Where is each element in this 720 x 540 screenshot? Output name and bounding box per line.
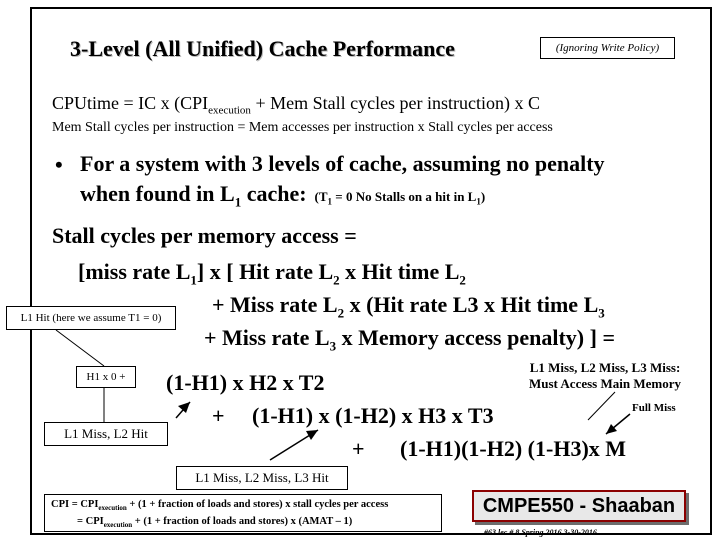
connector-l1-hit [56, 330, 104, 366]
slide-title: 3-Level (All Unified) Cache Performance [70, 36, 455, 61]
expansion-term-1: (1-H1) x H2 x T2 [166, 370, 325, 395]
l1-hit-callout: L1 Hit (here we assume T1 = 0) [6, 306, 176, 330]
main-memory-callout: L1 Miss, L2 Miss, L3 Miss: Must Access Main Memory [529, 360, 681, 391]
stall-cycles-heading: Stall cycles per memory access = [52, 223, 357, 248]
cputime-equation: CPUtime = IC x ($CPI_{execution}$ + Mem Stall cycles per instruction) x C [52, 93, 541, 117]
arrowhead-l3-hit [306, 430, 318, 440]
formula-line-2: + Miss rate $L_2$ x (Hit rate L3 x Hit time $L_3$ [212, 292, 605, 321]
h1-callout: H1 x 0 + [76, 366, 136, 388]
l3-hit-callout: L1 Miss, L2 Miss, L3 Hit [176, 466, 348, 490]
l1-miss-l2-hit-callout: L1 Miss, L2 Hit [44, 422, 168, 446]
expansion-term-3: (1-H1)(1-H2) (1-H3)x M [400, 436, 627, 461]
bullet-line-2: when found in $L_1$ cache: ($T_1 = 0$ No Stalls on a hit in $L_1$) [80, 181, 486, 210]
expansion-plus-2: + [352, 436, 365, 461]
expansion-plus-1: + [212, 403, 225, 428]
bullet-line-1: For a system with 3 levels of cache, assuming no penalty [80, 151, 605, 176]
write-policy-note: (Ignoring Write Policy) [540, 37, 675, 59]
bullet-dot: • [55, 152, 63, 177]
mem-stall-equation: Mem Stall cycles per instruction = Mem accesses per instruction x Stall cycles per access [52, 120, 553, 135]
slide-footer: #63 lec # 8 Spring 2016 3-30-2016 [484, 528, 597, 537]
arrowhead-l2-hit [178, 402, 190, 413]
expansion-term-2: (1-H1) x (1-H2) x H3 x T3 [252, 403, 494, 428]
course-brand: CMPE550 - Shaaban [472, 490, 686, 522]
t1-assumption: ($T_1 = 0$ No Stalls on a hit in $L_1$) [314, 189, 486, 207]
full-miss-callout: Full Miss [632, 402, 676, 414]
connector-main-memory [588, 392, 615, 420]
cpi-formula-box: CPI = $CPI_{execution} + (1$ + fraction of loads and stores) x stall cycles per access = $CPI_{execution} + (1$ + fraction of loads and stores) x (AMAT – 1) [44, 494, 442, 532]
formula-line-3: + Miss rate $L_3$ x Memory access penalty) ] = [204, 325, 615, 354]
formula-line-1: [miss rate $L_1$] x [ Hit rate $L_2$ x Hit time $L_2$ [78, 259, 466, 288]
